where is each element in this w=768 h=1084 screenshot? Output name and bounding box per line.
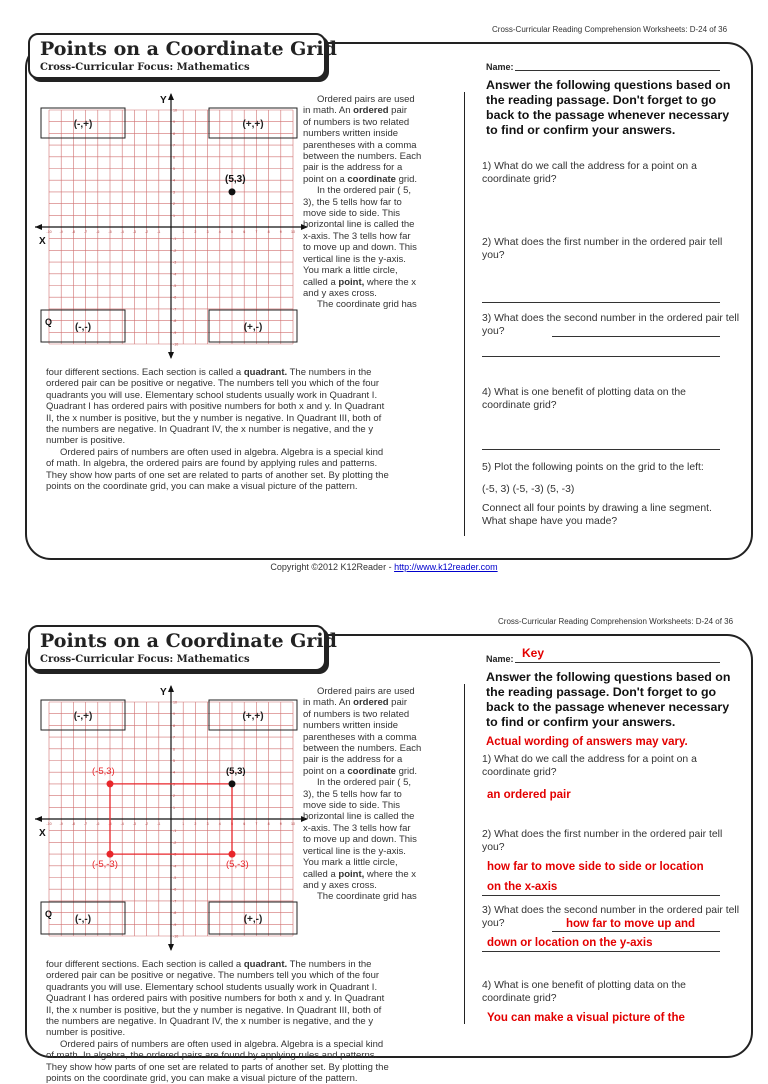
name-field[interactable]	[515, 662, 720, 663]
x-tick-label: 8	[267, 230, 270, 234]
passage-line: called a point, where the x	[303, 868, 416, 880]
x-tick-label: -2	[144, 230, 149, 234]
y-tick-label: 6	[173, 155, 175, 160]
passage-line: x-axis. The 3 tells how far	[303, 822, 411, 834]
passage-line: The coordinate grid has	[317, 891, 417, 903]
passage-line: in math. An ordered pair	[303, 697, 408, 709]
y-tick-label: -9	[173, 330, 177, 335]
y-tick-label: -2	[173, 840, 177, 845]
x-tick-label: 5	[231, 822, 233, 826]
passage-line: of numbers is two related	[303, 116, 410, 128]
question-2: 2) What does the first number in the ordered pair tell you?	[482, 237, 723, 261]
x-tick-label: -9	[59, 822, 63, 826]
instructions: Answer the following questions based on the reading passage. Don't forget to go back to the passage whenever necessary to find or confirm your answers.	[486, 78, 731, 137]
question-1: 1) What do we call the address for a point on a coordinate grid?	[482, 161, 697, 185]
y-tick-label: -10	[173, 934, 179, 939]
passage-line: of math. In algebra, the ordered pairs are found by applying rules and patterns.	[46, 458, 378, 470]
question-4: 4) What is one benefit of plotting data on the coordinate grid?	[482, 980, 686, 1004]
y-axis-arrow-down	[168, 944, 174, 951]
y-tick-label: -5	[173, 876, 177, 880]
x-tick-label: -4	[120, 230, 124, 234]
x-tick-label: -1	[157, 822, 161, 826]
passage-line: You mark a little circle,	[303, 265, 398, 277]
plotted-point	[107, 851, 114, 858]
passage-line: II, the x number is positive, but the y number is negative. In Quadrant III, both of	[46, 1004, 382, 1016]
x-tick-label: -6	[96, 822, 100, 826]
plotted-point	[229, 188, 236, 195]
y-axis-arrow-down	[168, 352, 174, 359]
page-title: Points on a Coordinate Grid	[40, 38, 337, 60]
key-name: Key	[522, 646, 545, 660]
answer-line-2[interactable]	[482, 302, 720, 303]
y-tick-label: -7	[173, 899, 177, 904]
passage-line: to move up and down. This	[303, 834, 417, 846]
copyright-line	[0, 562, 768, 572]
passage-line: ordered pair can be positive or negative. The numbers tell you which of the four	[46, 970, 380, 982]
x-tick-label: 8	[267, 822, 270, 826]
y-tick-label: 1	[173, 213, 175, 218]
y-tick-label: 9	[173, 712, 175, 717]
x-tick-label: 7	[255, 230, 258, 234]
passage-line: parentheses with a comma	[303, 731, 417, 743]
passage-line: point on a coordinate grid.	[303, 765, 418, 777]
name-label: Name:	[486, 62, 514, 72]
y-tick-label: 8	[173, 723, 175, 728]
x-tick-label: 6	[243, 230, 246, 234]
copyright-text: Copyright ©2012 K12Reader -	[270, 562, 395, 572]
y-tick-label: 3	[173, 190, 175, 195]
passage-line: of math. In algebra, the ordered pairs are found by applying rules and patterns.	[46, 1050, 378, 1062]
plotted-point	[229, 851, 236, 858]
passage-line: parentheses with a comma	[303, 139, 417, 151]
passage-line: vertical line is the y-axis.	[303, 253, 406, 265]
x-tick-label: -7	[83, 822, 88, 826]
page-subtitle: Cross-Curricular Focus: Mathematics	[40, 62, 250, 73]
x-axis-arrow-left	[35, 816, 42, 822]
passage-line: Ordered pairs are used	[317, 686, 415, 697]
x-tick-label: -10	[46, 822, 52, 826]
page-subtitle: Cross-Curricular Focus: Mathematics	[40, 654, 250, 665]
question-1: 1) What do we call the address for a point on a coordinate grid?	[482, 754, 697, 778]
y-tick-label: 9	[173, 120, 175, 125]
x-tick-label: 2	[194, 822, 197, 826]
passage-line: x-axis. The 3 tells how far	[303, 230, 411, 242]
quadrant-sign: (-,+)	[73, 711, 93, 722]
passage-line: points on the coordinate grid, you can make a visual picture of the pattern.	[46, 1073, 358, 1084]
y-tick-label: -3	[173, 852, 177, 857]
passage-line: 3), the 5 tells how far to	[303, 196, 402, 208]
quadrant-sign: (+,+)	[242, 119, 264, 130]
x-tick-label: 5	[231, 230, 233, 234]
y-axis-arrow-up	[168, 685, 174, 692]
x-tick-label: 6	[243, 822, 246, 826]
passage-line: in math. An ordered pair	[303, 105, 408, 117]
x-tick-label: 4	[218, 230, 221, 234]
y-tick-label: 5	[173, 167, 175, 171]
x-tick-label: -1	[157, 230, 161, 234]
question-5-follow: Connect all four points by drawing a line segment. What shape have you made?	[482, 503, 712, 527]
quadrant-sign: (+,-)	[243, 322, 263, 333]
series-header: Cross-Curricular Reading Comprehension Worksheets: D-24 of 36	[492, 25, 728, 34]
answer-line-3b[interactable]	[482, 356, 720, 357]
y-tick-label: -6	[173, 295, 177, 300]
passage-line: You mark a little circle,	[303, 857, 398, 869]
y-tick-label: -4	[173, 864, 177, 869]
x-tick-label: 1	[182, 230, 185, 234]
question-5: 5) Plot the following points on the grid to the left:	[482, 462, 704, 473]
quadrant-q-label: Q	[45, 909, 53, 919]
y-tick-label: -4	[173, 272, 177, 277]
x-tick-label: 10	[291, 230, 295, 234]
quadrant-sign: (+,-)	[243, 914, 263, 925]
answer-line-3b[interactable]	[482, 951, 720, 952]
passage-line: In the ordered pair ( 5,	[317, 777, 411, 789]
passage-line: quadrants you will use. Elementary school students usually work in Quadrant I.	[46, 981, 378, 993]
passage-line: between the numbers. Each	[303, 151, 422, 163]
y-tick-label: 2	[173, 794, 175, 799]
x-axis-label: X	[39, 236, 46, 247]
passage-full-width	[46, 367, 464, 492]
y-tick-label: -1	[173, 829, 177, 834]
y-tick-label: 6	[173, 747, 175, 752]
passage-line: 3), the 5 tells how far to	[303, 788, 402, 800]
x-tick-label: 10	[291, 822, 295, 826]
answer-line-2[interactable]	[482, 895, 720, 896]
x-tick-label: 3	[206, 230, 209, 234]
passage-line: the numbers are negative. In Quadrant IV, the x number is negative, and the y	[46, 424, 374, 436]
passage-line: move side to side. This	[303, 208, 400, 220]
passage-line: the numbers are negative. In Quadrant IV, the x number is negative, and the y	[46, 1016, 374, 1028]
passage-line: four different sections. Each section is called a quadrant. The numbers in the	[46, 367, 372, 378]
quadrant-sign: (-,-)	[74, 914, 92, 925]
passage-wrap-column	[303, 94, 463, 311]
x-tick-label: -3	[132, 230, 137, 234]
point-label: (5,3)	[225, 173, 246, 185]
name-label: Name:	[486, 654, 514, 664]
passage-line: called a point, where the x	[303, 276, 416, 288]
passage-line: numbers written inside	[303, 720, 399, 732]
passage-line: pair is the address for a	[303, 754, 403, 766]
x-tick-label: -8	[71, 230, 76, 234]
point-label: (-5,-3)	[92, 859, 118, 871]
instructions: Answer the following questions based on the reading passage. Don't forget to go back to the passage whenever necessary to find or confirm your answers.	[486, 670, 731, 729]
x-tick-label: -10	[46, 230, 52, 234]
copyright-link[interactable]: http://www.k12reader.com	[394, 562, 498, 572]
passage-line: quadrants you will use. Elementary school students usually work in Quadrant I.	[46, 389, 378, 401]
passage-line: horizontal line is called the	[303, 219, 415, 231]
y-axis-arrow-up	[168, 93, 174, 100]
passage-line: They show how parts of one set are related to parts of another set. By plotting the	[46, 1061, 389, 1073]
point-label: (-5,3)	[92, 765, 115, 777]
key-answer-2a: how far to move side to side or location	[487, 861, 704, 873]
y-tick-label: 1	[173, 805, 175, 810]
point-label: (5,-3)	[226, 859, 249, 871]
point-label: (5,3)	[226, 765, 246, 777]
passage-line: number is positive.	[46, 1027, 126, 1039]
y-axis-label: Y	[160, 687, 167, 698]
passage-line: vertical line is the y-axis.	[303, 845, 406, 857]
passage-line: points on the coordinate grid, you can make a visual picture of the pattern.	[46, 481, 358, 493]
plotted-point	[229, 780, 236, 787]
x-tick-label: 3	[206, 822, 209, 826]
question-3: 3) What does the second number in the ordered pair tell you?	[482, 313, 740, 337]
x-tick-label: -4	[120, 822, 124, 826]
passage-line: between the numbers. Each	[303, 743, 422, 755]
x-axis-label: X	[39, 828, 46, 839]
series-header: Cross-Curricular Reading Comprehension Worksheets: D-24 of 36	[498, 617, 734, 626]
x-tick-label: 1	[182, 822, 185, 826]
y-axis-label: Y	[160, 95, 167, 106]
x-tick-label: -6	[96, 230, 100, 234]
passage-line: four different sections. Each section is called a quadrant. The numbers in the	[46, 959, 372, 970]
passage-line: Quadrant I has ordered pairs with positive numbers for both x and y. In Quadrant	[46, 993, 385, 1005]
y-tick-label: -1	[173, 237, 177, 242]
passage-line: ordered pair can be positive or negative. The numbers tell you which of the four	[46, 378, 380, 390]
passage-line: pair is the address for a	[303, 162, 403, 174]
passage-line: and y axes cross.	[303, 287, 377, 299]
x-tick-label: -3	[132, 822, 137, 826]
key-answer-4: You can make a visual picture of the	[487, 1012, 685, 1024]
key-answer-1: an ordered pair	[487, 789, 571, 801]
y-tick-label: 4	[173, 178, 175, 183]
passage-line: of numbers is two related	[303, 708, 410, 720]
title-box	[28, 625, 337, 671]
y-tick-label: -6	[173, 887, 177, 892]
y-tick-label: -2	[173, 248, 177, 253]
coordinate-grid	[33, 92, 311, 360]
quadrant-sign: (+,+)	[242, 711, 264, 722]
coordinate-grid-key	[33, 684, 311, 952]
y-tick-label: 7	[173, 735, 175, 740]
quadrant-sign: (-,-)	[74, 322, 92, 333]
y-tick-label: -5	[173, 284, 177, 288]
passage-line: and y axes cross.	[303, 879, 377, 891]
passage-line: point on a coordinate grid.	[303, 173, 418, 185]
x-tick-label: -9	[59, 230, 63, 234]
page-title: Points on a Coordinate Grid	[40, 630, 337, 652]
x-tick-label: -2	[144, 822, 149, 826]
passage-line: to move up and down. This	[303, 242, 417, 254]
quadrant-q-label: Q	[45, 317, 53, 327]
passage-line: Quadrant I has ordered pairs with positive numbers for both x and y. In Quadrant	[46, 401, 385, 413]
passage-wrap-column	[303, 686, 463, 903]
passage-line: They show how parts of one set are related to parts of another set. By plotting the	[46, 469, 389, 481]
x-tick-label: -5	[108, 230, 112, 234]
passage-line: number is positive.	[46, 435, 126, 447]
question-2: 2) What does the first number in the ordered pair tell you?	[482, 829, 723, 853]
y-tick-label: 8	[173, 131, 175, 136]
passage-line: Ordered pairs of numbers are often used in algebra. Algebra is a special kind	[60, 1038, 384, 1050]
x-tick-label: -7	[83, 230, 88, 234]
y-tick-label: -8	[173, 319, 177, 324]
x-tick-label: -5	[108, 822, 112, 826]
y-tick-label: -10	[173, 342, 179, 347]
y-tick-label: 10	[173, 700, 177, 705]
x-tick-label: 9	[279, 230, 282, 234]
answer-line-3a[interactable]	[552, 931, 720, 932]
question-3: 3) What does the second number in the ordered pair tell you?	[482, 905, 740, 929]
passage-line: In the ordered pair ( 5,	[317, 185, 411, 197]
plotted-point	[107, 780, 114, 787]
answer-line-3a[interactable]	[552, 336, 720, 337]
passage-line: Ordered pairs of numbers are often used in algebra. Algebra is a special kind	[60, 446, 384, 458]
passage-full-width	[46, 959, 464, 1084]
passage-line: horizontal line is called the	[303, 811, 415, 823]
y-tick-label: -8	[173, 911, 177, 916]
question-5-points: (-5, 3) (-5, -3) (5, -3)	[482, 484, 575, 495]
x-tick-label: 2	[194, 230, 197, 234]
y-tick-label: 4	[173, 770, 175, 775]
passage-line: Ordered pairs are used	[317, 94, 415, 105]
passage-line: move side to side. This	[303, 800, 400, 812]
x-tick-label: 7	[255, 822, 258, 826]
y-tick-label: 10	[173, 108, 177, 113]
title-box	[28, 33, 337, 79]
column-divider	[464, 92, 465, 536]
x-tick-label: -8	[71, 822, 76, 826]
x-axis-arrow-left	[35, 224, 42, 230]
column-divider	[464, 684, 465, 1024]
y-tick-label: 7	[173, 143, 175, 148]
passage-line: numbers written inside	[303, 128, 399, 140]
y-tick-label: 2	[173, 202, 175, 207]
y-tick-label: -9	[173, 922, 177, 927]
key-answer-2b: on the x-axis	[487, 881, 558, 893]
question-4: 4) What is one benefit of plotting data on the coordinate grid?	[482, 387, 686, 411]
key-answer-3b: down or location on the y-axis	[487, 937, 653, 949]
key-answer-3a: how far to move up and	[566, 918, 696, 930]
y-tick-label: 5	[173, 759, 175, 763]
y-tick-label: -7	[173, 307, 177, 312]
x-tick-label: 9	[279, 822, 282, 826]
passage-line: II, the x number is positive, but the y number is negative. In Quadrant III, both of	[46, 412, 382, 424]
y-tick-label: 3	[173, 782, 175, 787]
key-note: Actual wording of answers may vary.	[486, 736, 688, 748]
x-tick-label: 4	[218, 822, 221, 826]
answer-line-4[interactable]	[482, 449, 720, 450]
y-tick-label: -3	[173, 260, 177, 265]
passage-line: The coordinate grid has	[317, 299, 417, 311]
name-field[interactable]	[515, 70, 720, 71]
quadrant-sign: (-,+)	[73, 119, 93, 130]
